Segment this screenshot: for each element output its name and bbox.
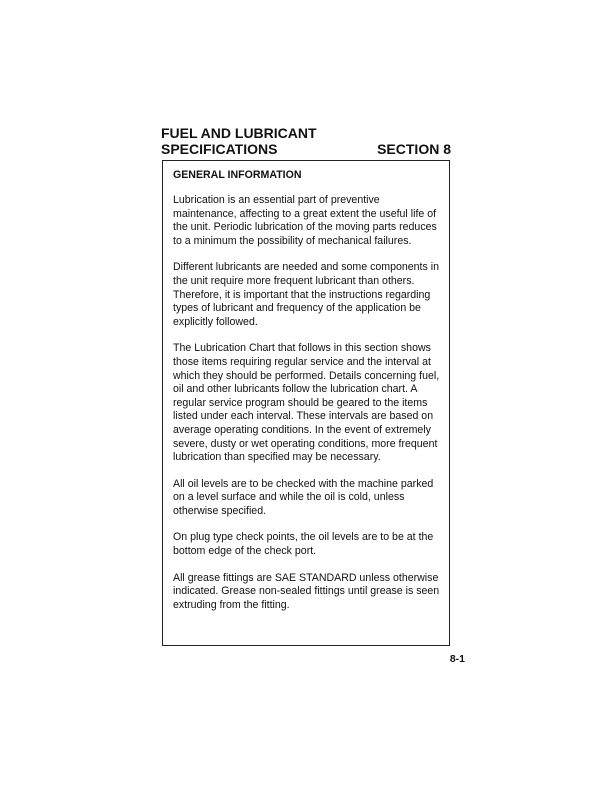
- page-header: [161, 125, 451, 157]
- paragraph-plug-check-points: On plug type check points, the oil levels are to be at the bottom edge of the check port.: [173, 531, 434, 558]
- paragraph-lubrication-chart: The Lubrication Chart that follows in this section shows those items requiring regular service and the interval at which they should be performed. Details concerning fuel, oil and other lubricants follow the lubrication chart. A regular service program should be geared to the items listed under each interval. These intervals are based on average operating conditions. In the event of extremely severe, dusty or wet operating conditions, more frequent lubrication than specified may be necessary.: [173, 342, 440, 464]
- section-title-row: [161, 141, 451, 157]
- section-number: SECTION 8: [377, 141, 451, 157]
- section-title-line-1: FUEL AND LUBRICANT: [161, 125, 317, 141]
- page-number: 8-1: [449, 653, 465, 665]
- general-information-heading: GENERAL INFORMATION: [173, 169, 302, 181]
- general-information-box: [162, 160, 450, 646]
- paragraph-different-lubricants: Different lubricants are needed and some components in the unit require more frequent lubricant than others. Therefore, it is important that the instructions regarding types of lubricant and frequency of the application be explicitly followed.: [173, 261, 439, 328]
- paragraph-grease-fittings: All grease fittings are SAE STANDARD unless otherwise indicated. Grease non-sealed fittings until grease is seen extruding from the fitting.: [173, 571, 440, 611]
- section-title-line-2: SPECIFICATIONS: [161, 141, 278, 157]
- paragraph-oil-levels: All oil levels are to be checked with the machine parked on a level surface and while the oil is cold, unless otherwise specified.: [173, 477, 434, 517]
- paragraph-lubrication-importance: Lubrication is an essential part of preventive maintenance, affecting to a great extent the useful life of the unit. Periodic lubrication of the moving parts reduces to a minimum the possibility of mechanical failures.: [173, 194, 437, 247]
